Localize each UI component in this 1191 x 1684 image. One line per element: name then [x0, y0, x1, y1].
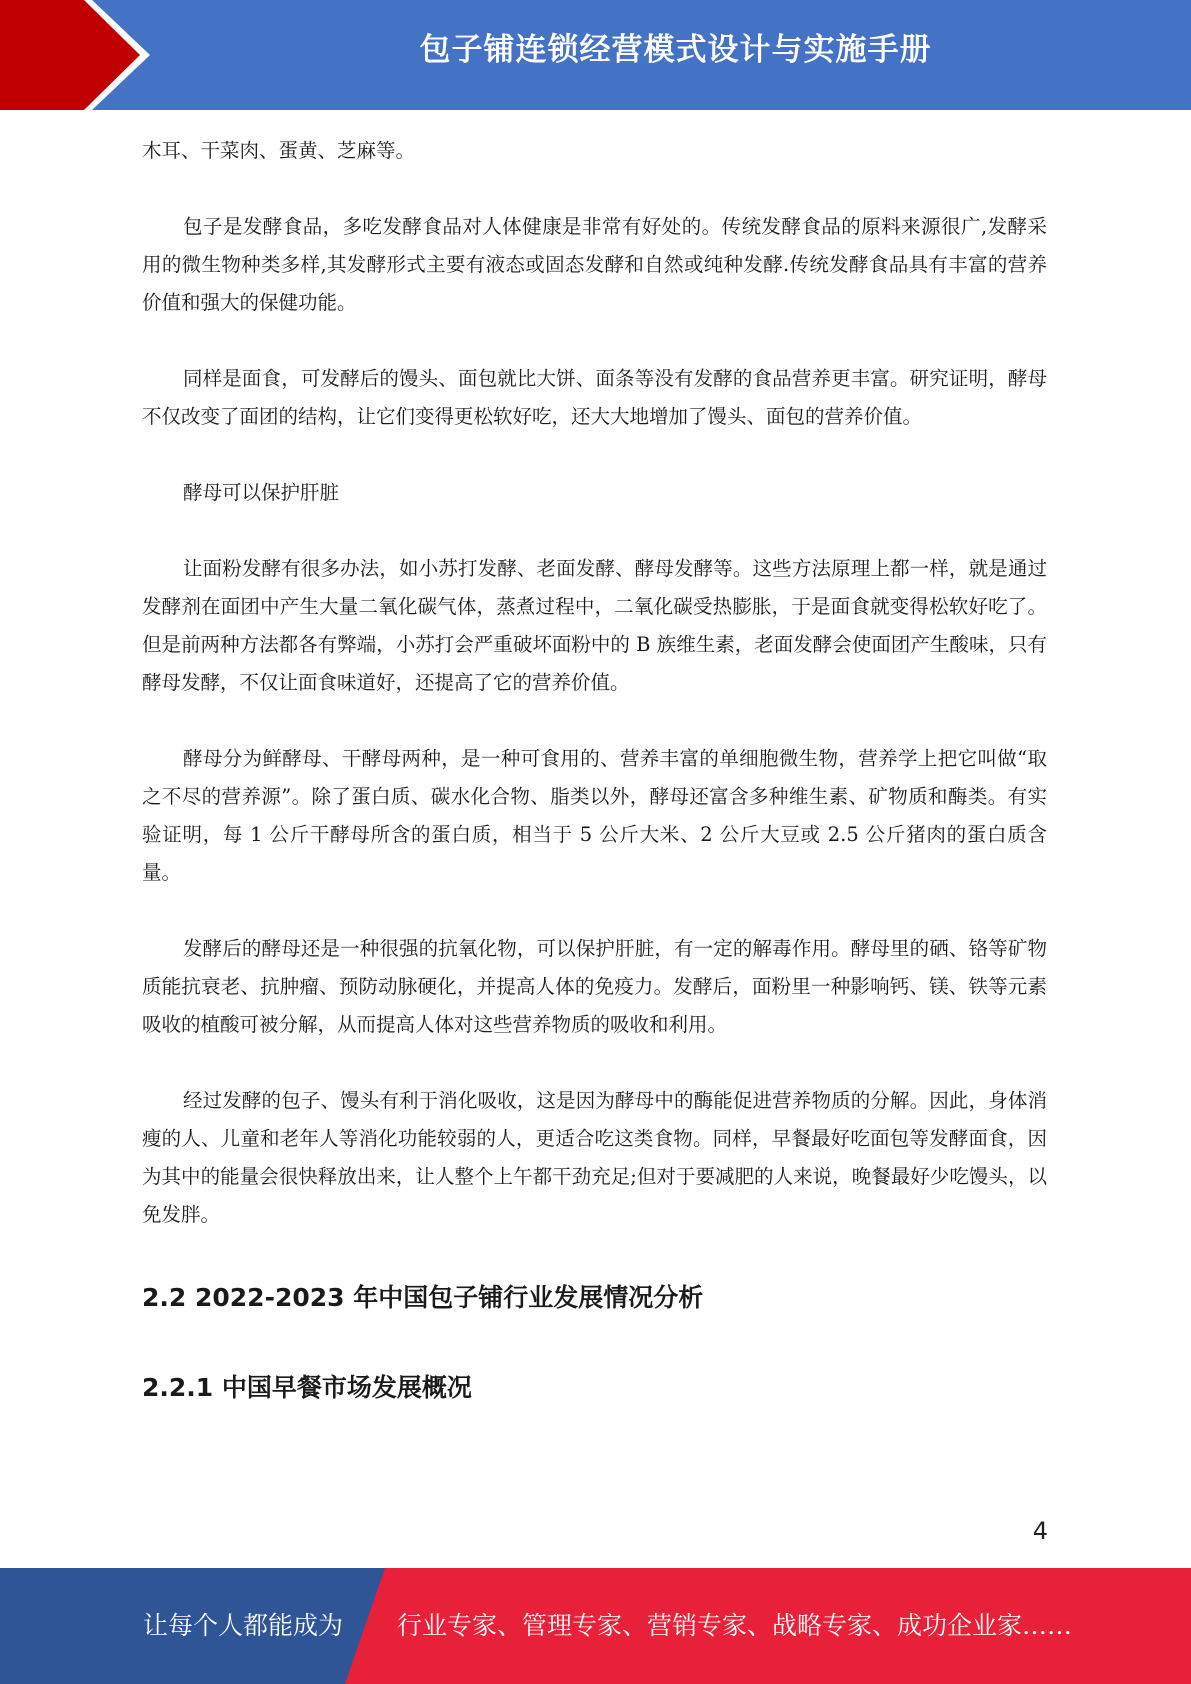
paragraph: 发酵后的酵母还是一种很强的抗氧化物，可以保护肝脏，有一定的解毒作用。酵母里的硒、铬等矿物质能抗衰老、抗肿瘤、预防动脉硬化，并提高人体的免疫力。发酵后，面粉里一种影响钙、镁、铁等元素吸收的植酸可被分解，从而提高人体对这些营养物质的吸收和利用。: [142, 937, 1047, 1036]
document-title: 包子铺连锁经营模式设计与实施手册: [419, 32, 932, 68]
section-heading: 2.2 2022-2023 年中国包子铺行业发展情况分析: [142, 1283, 704, 1312]
paragraph: 包子是发酵食品，多吃发酵食品对人体健康是非常有好处的。传统发酵食品的原料来源很广,发酵采用的微生物种类多样,其发酵形式主要有液态或固态发酵和自然或纯种发酵.传统发酵食品具有丰富的营养价值和强大的保健功能。: [142, 215, 1047, 314]
paragraph: 同样是面食，可发酵后的馒头、面包就比大饼、面条等没有发酵的食品营养更丰富。研究证明，酵母不仅改变了面团的结构，让它们变得更松软好吃，还大大地增加了馒头、面包的营养价值。: [142, 367, 1047, 428]
paragraph: 酵母分为鲜酵母、干酵母两种，是一种可食用的、营养丰富的单细胞微生物，营养学上把它叫做“取之不尽的营养源”。除了蛋白质、碳水化合物、脂类以外，酵母还富含多种维生素、矿物质和酶类。有实验证明，每 1 公斤干酵母所含的蛋白质，相当于 5 公斤大米、2 公斤大豆或 2.5 公斤猪肉的蛋白质含量。: [142, 747, 1047, 884]
paragraph: 木耳、干菜肉、蛋黄、芝麻等。: [142, 139, 416, 162]
subsection-heading: 2.2.1 中国早餐市场发展概况: [142, 1373, 472, 1402]
footer-slogan-right: 行业专家、管理专家、营销专家、战略专家、成功企业家……: [397, 1611, 1073, 1640]
footer-slogan-left: 让每个人都能成为: [143, 1611, 344, 1640]
paragraph: 让面粉发酵有很多办法，如小苏打发酵、老面发酵、酵母发酵等。这些方法原理上都一样，就是通过发酵剂在面团中产生大量二氧化碳气体，蒸煮过程中，二氧化碳受热膨胀，于是面食就变得松软好吃了。但是前两种方法都各有弊端，小苏打会严重破坏面粉中的 B 族维生素，老面发酵会使面团产生酸味，只有酵母发酵，不仅让面食味道好，还提高了它的营养价值。: [142, 557, 1047, 694]
subtopic-line: 酵母可以保护肝脏: [183, 481, 340, 504]
page-body: [142, 132, 1047, 1408]
paragraph: 经过发酵的包子、馒头有利于消化吸收，这是因为酵母中的酶能促进营养物质的分解。因此，身体消瘦的人、儿童和老年人等消化功能较弱的人，更适合吃这类食物。同样，早餐最好吃面包等发酵面食，因为其中的能量会很快释放出来，让人整个上午都干劲充足;但对于要减肥的人来说，晚餐最好少吃馒头，以免发胖。: [142, 1089, 1047, 1226]
page-header: [0, 0, 1191, 110]
page-footer: [0, 1568, 1191, 1684]
page-number: 4: [1032, 1517, 1048, 1545]
